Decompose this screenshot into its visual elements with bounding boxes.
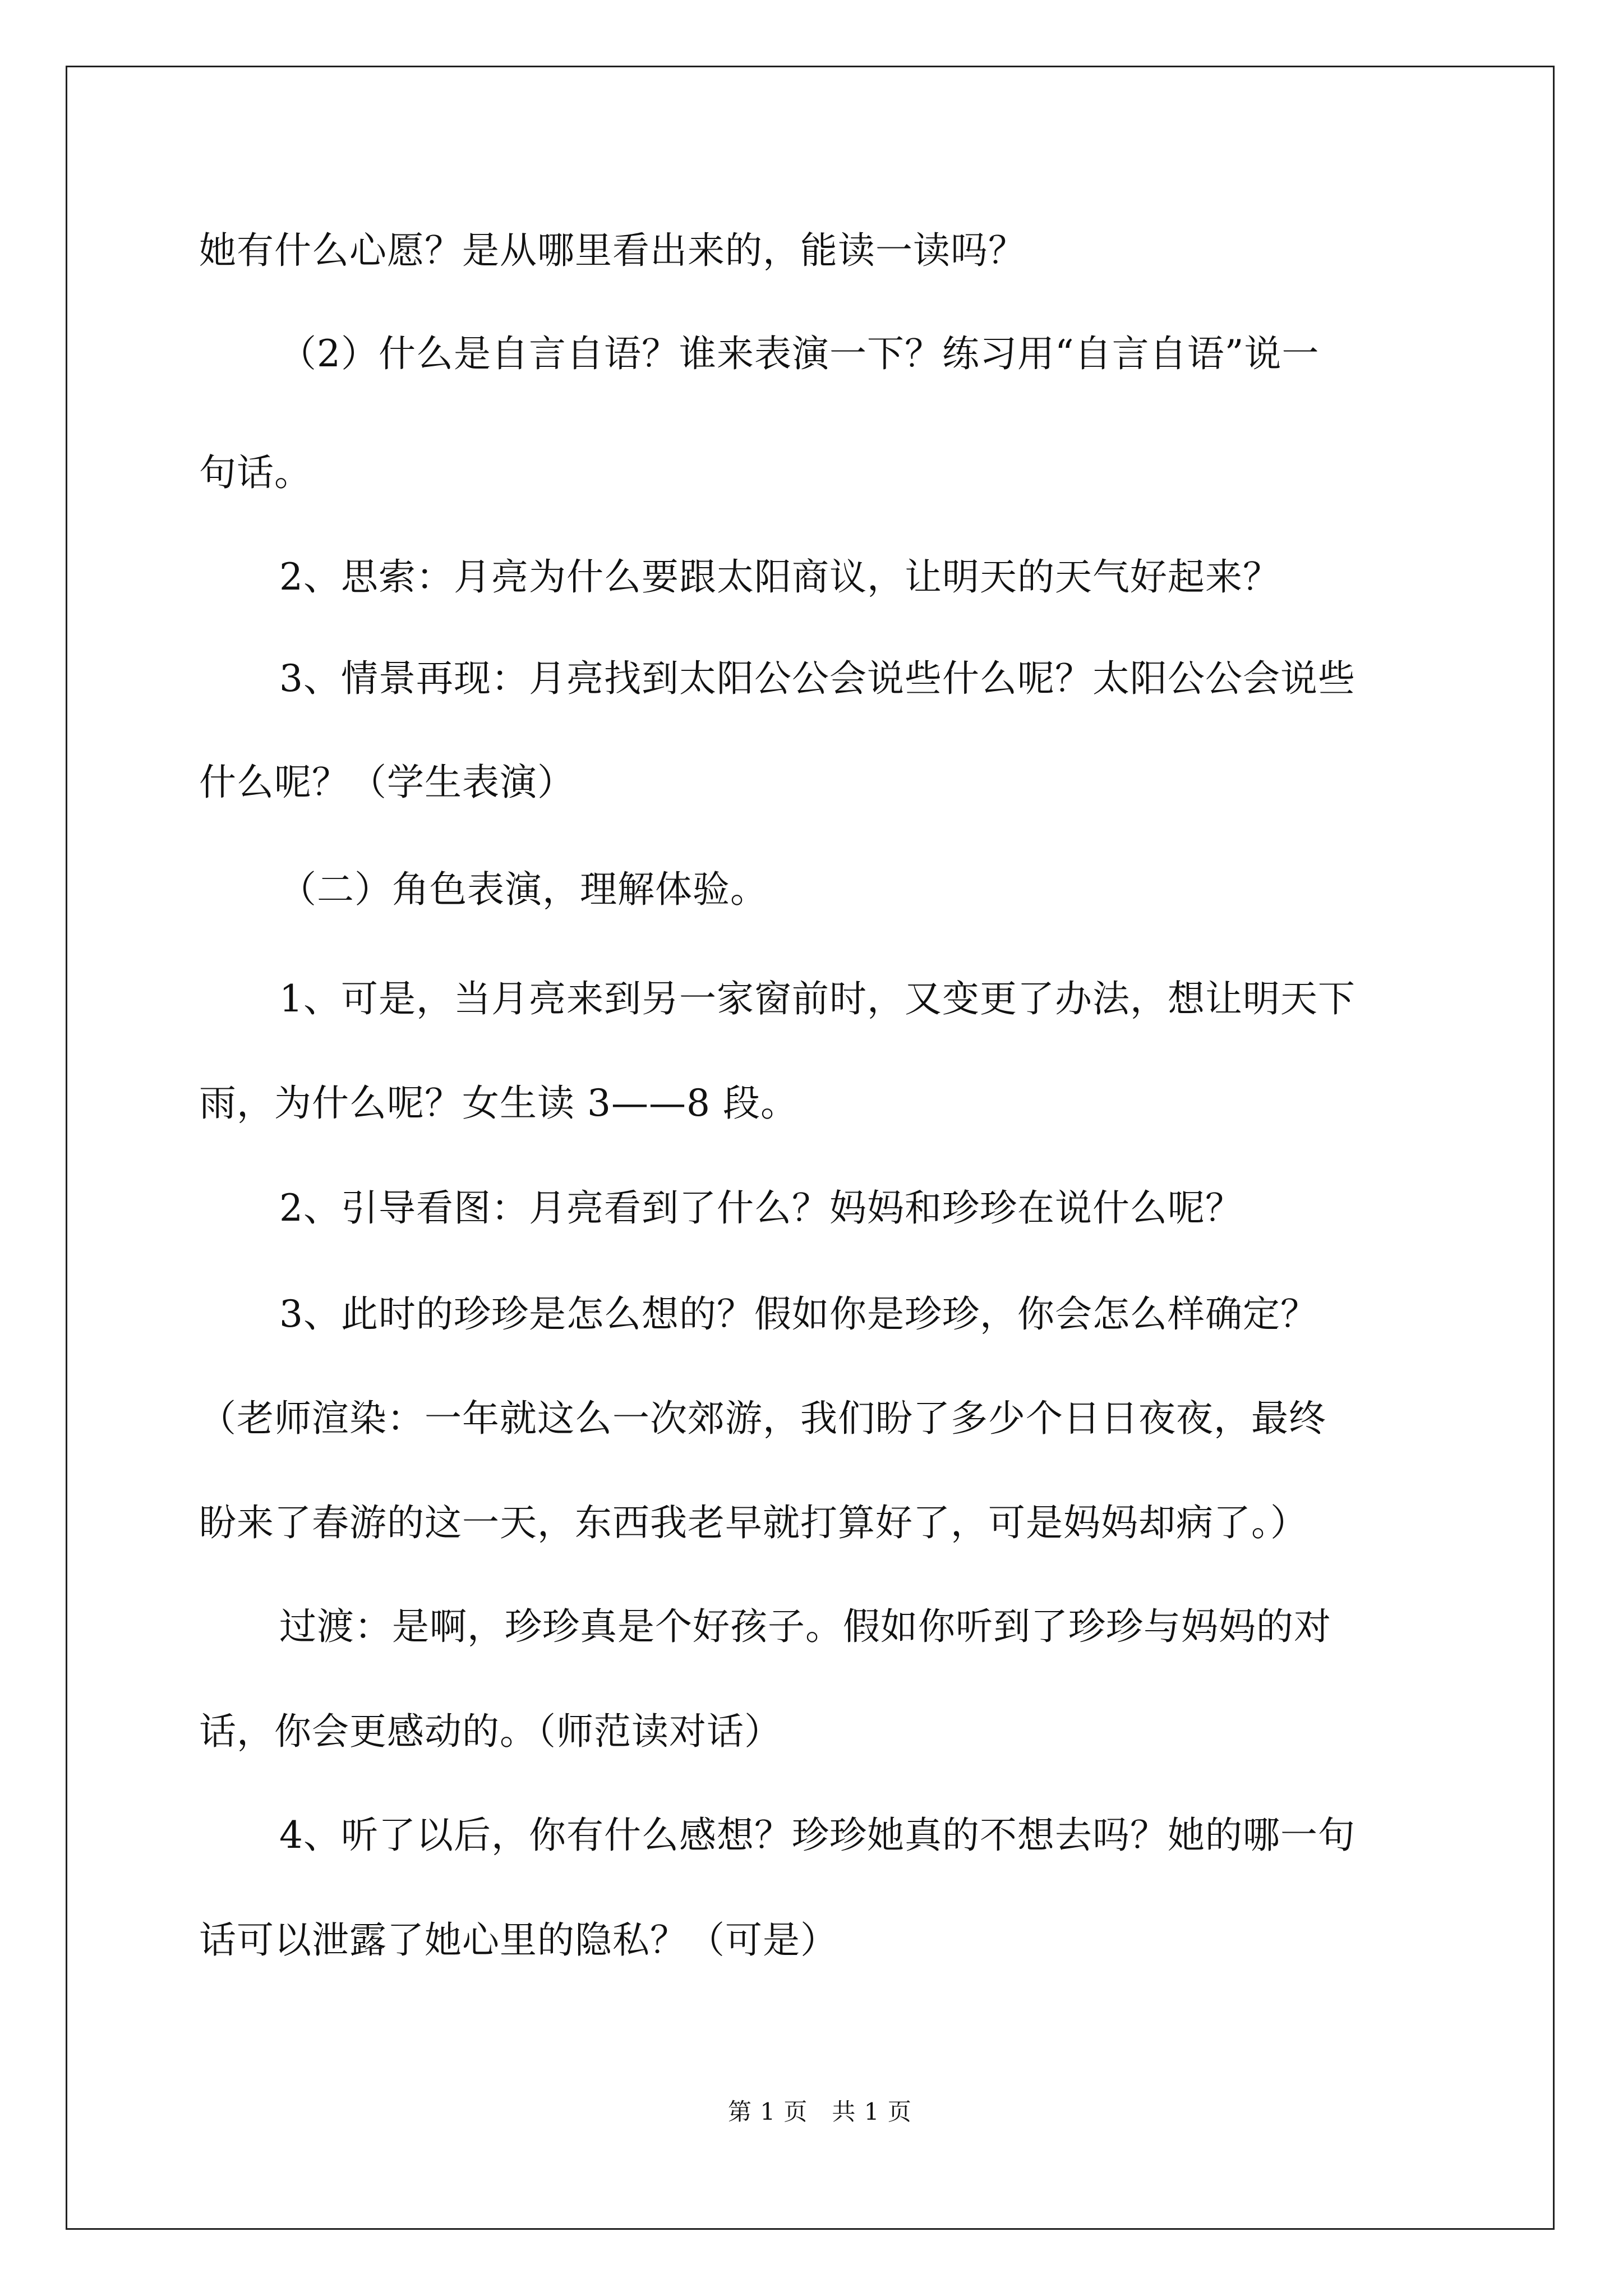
text-line-4: 2、思索：月亮为什么要跟太阳商议，让明天的天气好起来？	[279, 555, 1280, 599]
page-footer: 第 1 页 共 1 页	[728, 2098, 912, 2125]
text-line-13: 盼来了春游的这一天，东西我老早就打算好了，可是妈妈却病了。）	[199, 1501, 1308, 1544]
text-line-17: 话可以泄露了她心里的隐私？（可是）	[199, 1918, 838, 1962]
text-line-1: 她有什么心愿？是从哪里看出来的，能读一读吗？	[199, 229, 1026, 272]
text-line-11: 3、此时的珍珍是怎么想的？假如你是珍珍，你会怎么样确定？	[279, 1292, 1318, 1336]
text-line-12: （老师渲染：一年就这么一次郊游，我们盼了多少个日日夜夜，最终	[199, 1397, 1326, 1440]
text-line-2: （2）什么是自言自语？谁来表演一下？练习用“自言自语”说一	[279, 332, 1320, 375]
text-line-5: 3、情景再现：月亮找到太阳公公会说些什么呢？太阳公公会说些	[279, 657, 1355, 700]
text-line-8: 1、可是，当月亮来到另一家窗前时，又变更了办法，想让明天下	[279, 977, 1355, 1020]
text-line-9: 雨，为什么呢？女生读 3——8 段。	[199, 1082, 798, 1125]
text-line-16: 4、听了以后，你有什么感想？珍珍她真的不想去吗？她的哪一句	[279, 1814, 1355, 1857]
page-border	[66, 66, 1555, 2230]
text-line-10: 2、引导看图：月亮看到了什么？妈妈和珍珍在说什么呢？	[279, 1186, 1243, 1230]
text-line-7: （二）角色表演，理解体验。	[279, 868, 768, 911]
text-line-3: 句话。	[199, 451, 312, 494]
text-line-14: 过渡：是啊，珍珍真是个好孩子。假如你听到了珍珍与妈妈的对	[279, 1605, 1331, 1648]
text-line-6: 什么呢？（学生表演）	[199, 761, 575, 804]
text-line-15: 话，你会更感动的。（师范读对话）	[199, 1710, 782, 1753]
